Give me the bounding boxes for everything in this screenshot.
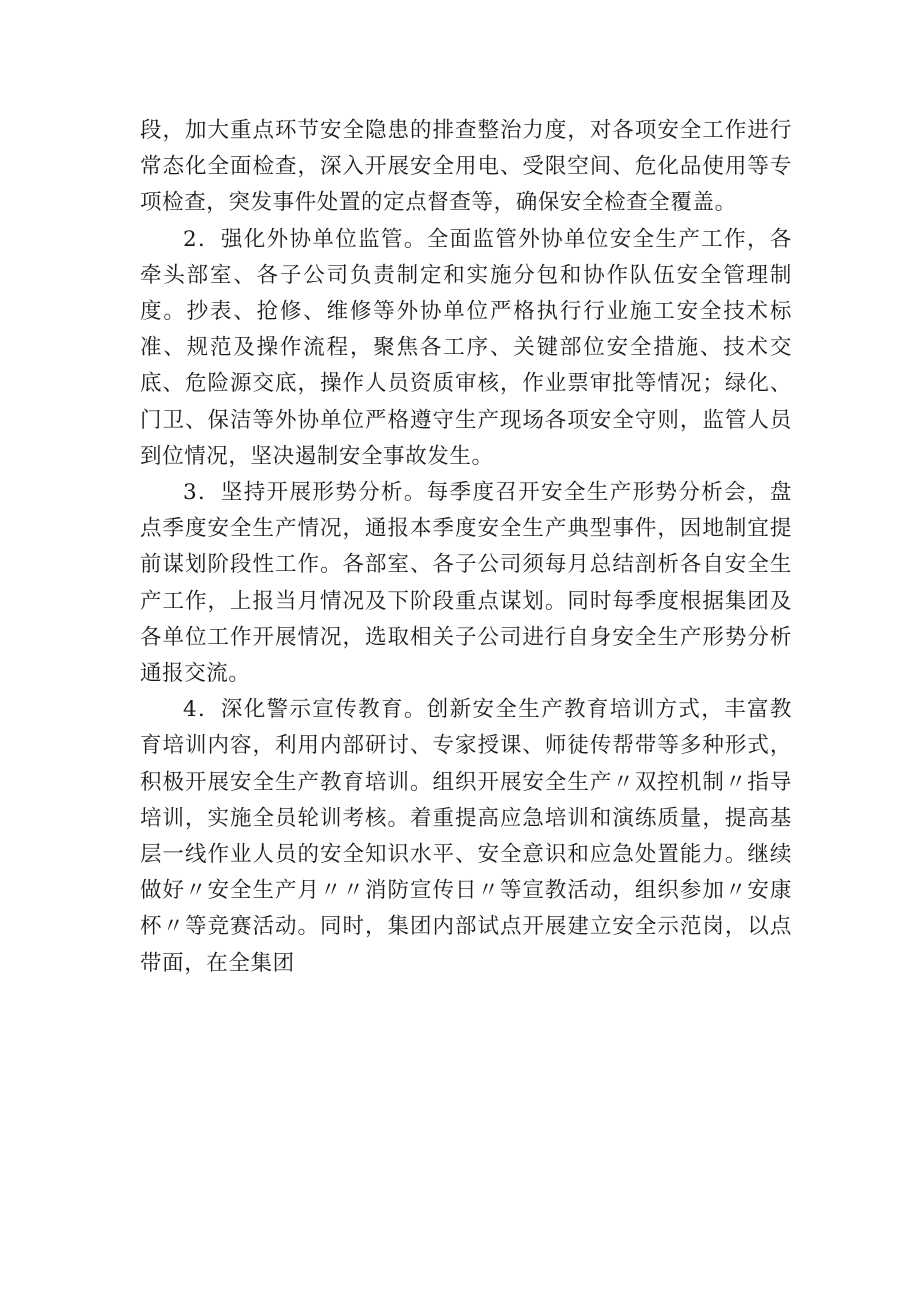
paragraph-item-3-situation-analysis: 3．坚持开展形势分析。每季度召开安全生产形势分析会，盘点季度安全生产情况，通报本季度安全生产典型事件，因地制宜提前谋划阶段性工作。各部室、各子公司须每月总结剖析各自安全生产工作，上报当月情况及下阶段重点谋划。同时每季度根据集团及各单位工作开展情况，选取相关子公司进行自身安全生产形势分析通报交流。 [140,480,792,687]
paragraph-item-4-safety-education: 4．深化警示宣传教育。创新安全生产教育培训方式，丰富教育培训内容，利用内部研讨、专家授课、师徒传帮带等多种形式，积极开展安全生产教育培训。组织开展安全生产〃双控机制〃指导培训，实施全员轮训考核。着重提高应急培训和演练质量，提高基层一线作业人员的安全知识水平、安全意识和应急处置能力。继续做好〃安全生产月〃〃消防宣传日〃等宣教活动，组织参加〃安康杯〃等竞赛活动。同时，集团内部试点开展建立安全示范岗，以点带面，在全集团 [140,697,792,976]
paragraph-continuation: 段，加大重点环节安全隐患的排查整治力度，对各项安全工作进行常态化全面检查，深入开展安全用电、受限空间、危化品使用等专项检查，突发事件处置的定点督查等，确保安全检查全覆盖。 [140,118,792,216]
paragraph-item-2-contractor-supervision: 2．强化外协单位监管。全面监管外协单位安全生产工作，各牵头部室、各子公司负责制定和实施分包和协作队伍安全管理制度。抄表、抢修、维修等外协单位严格执行行业施工安全技术标准、规范及操作流程，聚焦各工序、关键部位安全措施、技术交底、危险源交底，操作人员资质审核，作业票审批等情况；绿化、门卫、保洁等外协单位严格遵守生产现场各项安全守则，监管人员到位情况，坚决遏制安全事故发生。 [140,226,792,469]
document-body [140,113,792,982]
